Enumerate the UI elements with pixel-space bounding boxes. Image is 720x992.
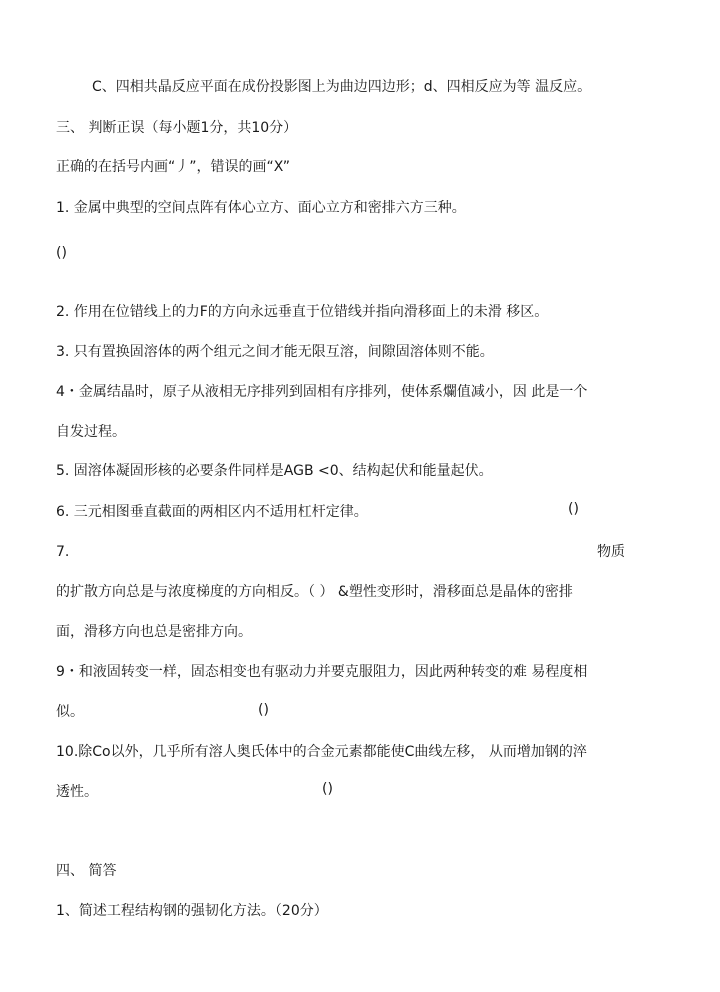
answer-bracket-1: () [56, 245, 67, 261]
section-heading-short-answer: 四、 简答 [56, 863, 117, 879]
text-line-c-four-phase-eutectic: C、四相共晶反应平面在成份投影图上为曲边四边形；d、四相反应为等 温反应。 [92, 79, 592, 95]
question-1: 1. 金属中典型的空间点阵有体心立方、面心立方和密排六方三种。 [56, 200, 466, 216]
question-2: 2. 作用在位错线上的力F的方向永远垂直于位错线并指向滑移面上的未滑 移区。 [56, 304, 549, 320]
section-heading-true-false: 三、 判断正误（每小题1分，共10分） [56, 120, 298, 136]
question-7-8-line: 的扩散方向总是与浓度梯度的方向相反。（ ） &塑性变形时，滑移面总是晶体的密排 [56, 584, 573, 600]
question-10-continued: 透性。 [56, 784, 98, 800]
question-6: 6. 三元相图垂直截面的两相区内不适用杠杆定律。 [56, 504, 368, 520]
answer-bracket-10: () [322, 781, 333, 797]
question-4: 4・金属结晶时，原子从液相无序排列到固相有序排列，使体系爛值减小，因 此是一个 [56, 384, 588, 400]
question-3: 3. 只有置换固溶体的两个组元之间才能无限互溶，间隙固溶体则不能。 [56, 344, 494, 360]
short-answer-question-1: 1、简述工程结构钢的强韧化方法。（20分） [56, 903, 328, 919]
question-10: 10.除Co以外，几乎所有溶人奥氏体中的合金元素都能使C曲线左移， 从而增加钢的淬 [56, 744, 587, 760]
question-7-number: 7. [56, 544, 70, 560]
question-8-continued: 面，滑移方向也总是密排方向。 [56, 624, 252, 640]
question-7-text-start: 物质 [597, 544, 625, 560]
question-9-continued: 似。 [56, 704, 84, 720]
answer-bracket-9: () [258, 702, 269, 718]
question-9: 9・和液固转变一样，固态相变也有驱动力并要克服阻力，因此两种转变的难 易程度相 [56, 664, 588, 680]
question-4-continued: 自发过程。 [56, 424, 126, 440]
instruction-line: 正确的在括号内画“丿”，错误的画“X” [56, 159, 291, 175]
answer-bracket-6: () [568, 501, 579, 517]
question-5: 5. 固溶体凝固形核的必要条件同样是AGB <0、结构起伏和能量起伏。 [56, 463, 493, 479]
